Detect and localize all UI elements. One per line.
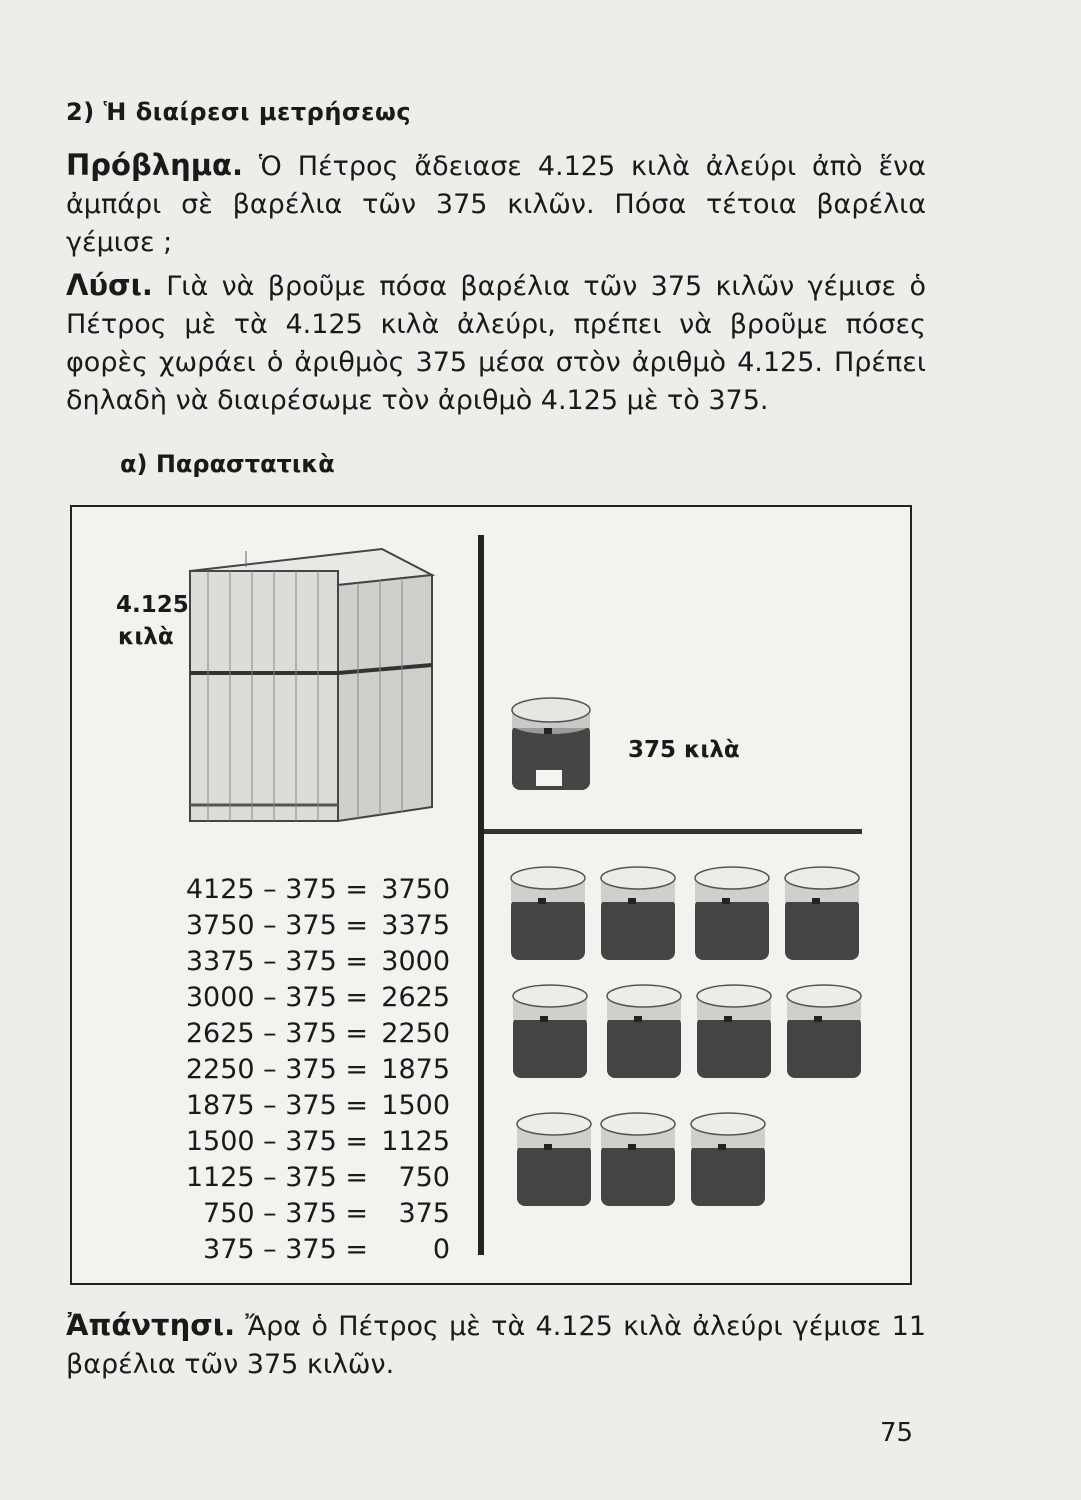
subtraction-row bbox=[150, 872, 450, 908]
answer-paragraph bbox=[66, 1306, 926, 1384]
barrel-icon bbox=[694, 982, 774, 1082]
subtraction-row bbox=[150, 1052, 450, 1088]
subtraction-row bbox=[150, 1016, 450, 1052]
answer-text: Ἄρα ὁ Πέτρος μὲ τὰ 4.125 κιλὰ ἀλεύρι γέμισε 11 βαρέλια τῶν 375 κιλῶν. bbox=[66, 1311, 926, 1380]
subtraction-row bbox=[150, 980, 450, 1016]
subtraction-result: 375 bbox=[398, 1198, 450, 1229]
subtraction-result: 1125 bbox=[381, 1126, 450, 1157]
subtraction-result: 1875 bbox=[381, 1054, 450, 1085]
barrel-icon bbox=[688, 1110, 768, 1210]
subtraction-expression: 3375 – 375 = bbox=[185, 946, 368, 977]
barrel-icon bbox=[784, 982, 864, 1082]
bin-label-unit: κιλὰ bbox=[118, 624, 174, 650]
subtraction-result: 3375 bbox=[381, 910, 450, 941]
subtraction-result: 2625 bbox=[381, 982, 450, 1013]
subtraction-expression: 2625 – 375 = bbox=[185, 1018, 368, 1049]
problem-text: Ὁ Πέτρος ἄδειασε 4.125 κιλὰ ἀλεύρι ἀπὸ ἕνα ἀμπάρι σὲ βαρέλια τῶν 375 κιλῶν. Πόσα τέτοια βαρέλια γέμισε ; bbox=[66, 151, 926, 258]
subtraction-expression: 3750 – 375 = bbox=[185, 910, 368, 941]
solution-text: Γιὰ νὰ βροῦμε πόσα βαρέλια τῶν 375 κιλῶν γέμισε ὁ Πέτρος μὲ τὰ 4.125 κιλὰ ἀλεύρι, πρέπει νὰ βροῦμε πόσες φορὲς χωράει ὁ ἀριθμὸς 375 μέσα στὸν ἀριθμὸ 4.125. Πρέπει δηλαδὴ νὰ διαιρέσωμε τὸν ἀριθμὸ 4.125 μὲ τὸ 375. bbox=[66, 271, 926, 416]
subtraction-list bbox=[150, 872, 450, 1268]
barrel-icon bbox=[598, 864, 678, 964]
subtraction-row bbox=[150, 1232, 450, 1268]
subtraction-result: 1500 bbox=[381, 1090, 450, 1121]
storage-bin-illustration bbox=[186, 545, 436, 830]
subtraction-expression: 1875 – 375 = bbox=[185, 1090, 368, 1121]
page-number: 75 bbox=[880, 1418, 914, 1448]
vertical-divider bbox=[478, 535, 484, 1255]
subtraction-result: 0 bbox=[432, 1234, 450, 1265]
solution-heading: Λύσι. bbox=[66, 268, 153, 302]
barrel-icon bbox=[692, 864, 772, 964]
problem-heading: Πρόβλημα. bbox=[66, 148, 243, 182]
horizontal-divider bbox=[484, 829, 862, 834]
subsection-title: α) Παραστατικὰ bbox=[120, 450, 335, 478]
answer-heading: Ἀπάντησι. bbox=[66, 1308, 236, 1342]
solution-paragraph bbox=[66, 266, 926, 420]
barrel-icon bbox=[514, 1110, 594, 1210]
barrels-grid bbox=[508, 864, 868, 1220]
subtraction-expression: 1500 – 375 = bbox=[185, 1126, 368, 1157]
subtraction-row bbox=[150, 1160, 450, 1196]
problem-paragraph bbox=[66, 146, 926, 262]
subtraction-result: 3000 bbox=[381, 946, 450, 977]
subtraction-result: 2250 bbox=[381, 1018, 450, 1049]
subtraction-row bbox=[150, 1088, 450, 1124]
subtraction-expression: 1125 – 375 = bbox=[185, 1162, 368, 1193]
barrel-icon bbox=[604, 982, 684, 1082]
subtraction-result: 750 bbox=[398, 1162, 450, 1193]
subtraction-expression: 2250 – 375 = bbox=[185, 1054, 368, 1085]
barrel-icon bbox=[508, 864, 588, 964]
subtraction-row bbox=[150, 1196, 450, 1232]
subtraction-expression: 3000 – 375 = bbox=[185, 982, 368, 1013]
subtraction-expression: 375 – 375 = bbox=[203, 1234, 368, 1265]
barrel-icon bbox=[782, 864, 862, 964]
subtraction-result: 3750 bbox=[381, 874, 450, 905]
bin-label-amount: 4.125 bbox=[116, 592, 189, 618]
subtraction-row bbox=[150, 908, 450, 944]
single-barrel-icon bbox=[508, 694, 594, 796]
barrel-label: 375 κιλὰ bbox=[628, 737, 740, 763]
subtraction-expression: 4125 – 375 = bbox=[185, 874, 368, 905]
subtraction-row bbox=[150, 944, 450, 980]
barrel-icon bbox=[598, 1110, 678, 1210]
subtraction-row bbox=[150, 1124, 450, 1160]
barrel-icon bbox=[510, 982, 590, 1082]
subtraction-expression: 750 – 375 = bbox=[203, 1198, 368, 1229]
section-title: 2) Ἡ διαίρεσι μετρήσεως bbox=[66, 98, 412, 126]
